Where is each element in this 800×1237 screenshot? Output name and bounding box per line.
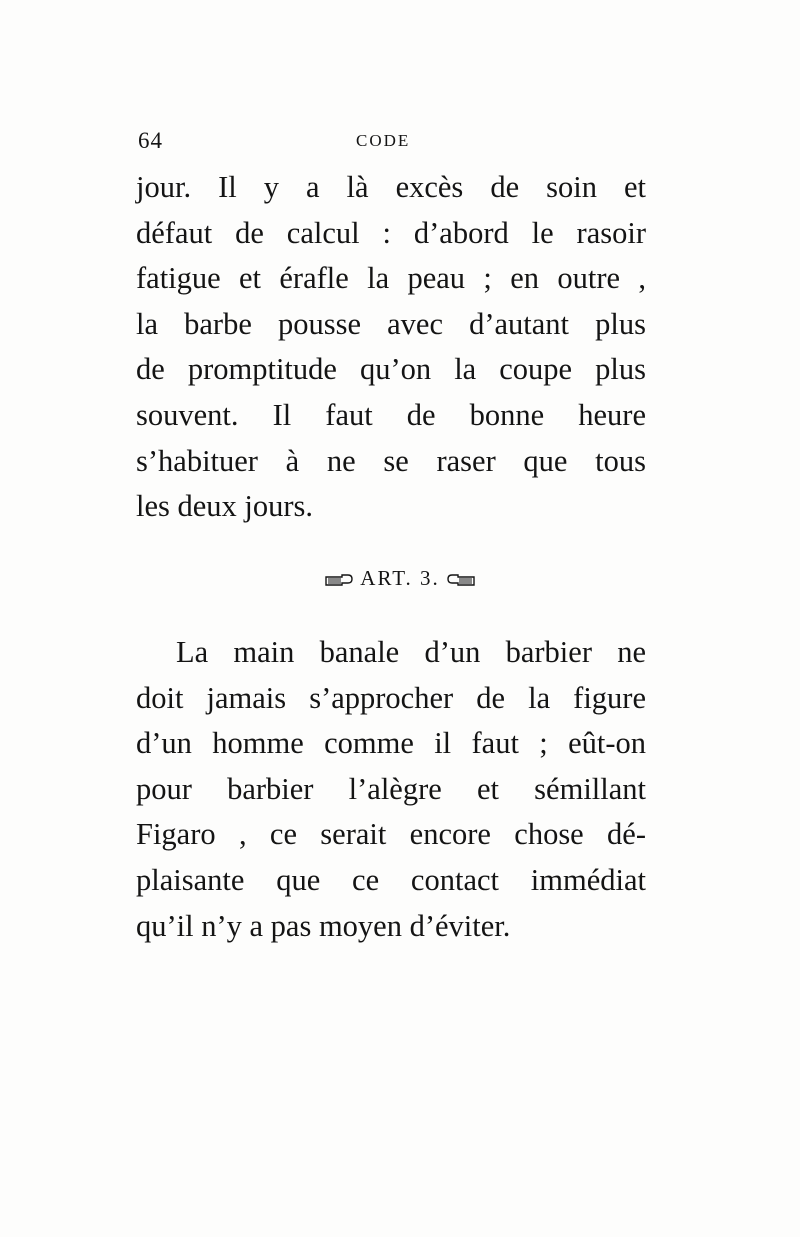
text-line: les deux jours. <box>136 489 314 524</box>
text-line: Figaro , ce serait encore chose dé- <box>136 817 646 852</box>
text-line: la barbe pousse avec d’autant plus <box>136 306 646 341</box>
pointing-hand-left-icon <box>446 572 476 588</box>
paragraph-continued <box>136 165 646 530</box>
article-heading <box>0 561 800 595</box>
pointing-hand-right-icon <box>324 572 354 588</box>
running-head-title: CODE <box>356 131 411 150</box>
page-number: 64 <box>138 128 163 153</box>
text-line: plaisante que ce contact immédiat <box>136 862 646 897</box>
text-line: pour barbier l’alègre et sémillant <box>136 771 646 806</box>
text-line: s’habituer à ne se raser que tous <box>136 443 646 478</box>
text-line: fatigue et érafle la peau ; en outre , <box>136 261 646 296</box>
article-heading-label: ART. 3. <box>360 566 440 590</box>
text-line: jour. Il y a là excès de soin et <box>136 170 646 204</box>
text-line: souvent. Il faut de bonne heure <box>136 397 646 432</box>
text-line: défaut de calcul : d’abord le rasoir <box>136 215 646 250</box>
text-line: de promptitude qu’on la coupe plus <box>136 352 646 387</box>
running-head <box>138 128 648 158</box>
text-line: La main banale d’un barbier ne <box>176 635 646 669</box>
text-line: doit jamais s’approcher de la figure <box>136 680 646 715</box>
article-paragraph <box>136 630 646 949</box>
text-line: qu’il n’y a pas moyen d’éviter. <box>136 908 511 943</box>
text-line: d’un homme comme il faut ; eût-on <box>136 726 646 761</box>
